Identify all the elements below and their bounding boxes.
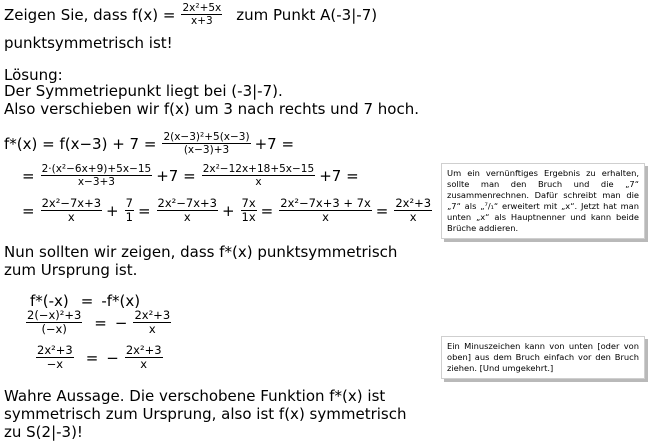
fraction-denominator: 1 <box>125 210 133 224</box>
equals-sign: = <box>94 313 107 332</box>
fraction-denominator: (x−3)+3 <box>183 144 230 156</box>
equation-fraction <box>241 197 257 224</box>
fraction-numerator: 2(−x)²+3 <box>27 308 82 322</box>
equation-fraction <box>202 163 316 188</box>
equals-sign: = <box>137 201 151 220</box>
hint-note-minus-sign: Ein Minuszeichen kann von unten [oder von oben] aus dem Bruch einfach vor den Bruch ziehen. [Und umgekehrt.] <box>441 336 645 379</box>
fraction-denominator: x <box>148 322 156 336</box>
check-row-3 <box>34 344 167 371</box>
task-line-2: punktsymmetrisch ist! <box>4 34 173 52</box>
fraction-numerator: 2x²−7x+3 <box>41 196 102 210</box>
claim-line-2: zum Ursprung ist. <box>4 261 138 279</box>
fraction-numerator: 7 <box>125 196 133 210</box>
fraction-numerator: 2x²+5x <box>182 2 222 14</box>
solution-line-2: Also verschieben wir f(x) um 3 nach rechts und 7 hoch. <box>4 100 419 118</box>
equals-sign: = <box>22 201 35 220</box>
equation-line-2 <box>22 163 363 188</box>
equation-fraction <box>41 197 102 224</box>
equation-line-1 <box>4 131 298 156</box>
check-fraction <box>133 309 171 336</box>
fraction-numerator: 2x²+3 <box>134 308 171 322</box>
fraction-numerator: 7x <box>241 196 256 210</box>
fraction-denominator: x <box>140 357 148 371</box>
function-fraction <box>181 2 222 27</box>
fraction-numerator: 2x²+3 <box>395 196 432 210</box>
conclusion-line-3: zu S(2|-3)! <box>4 423 83 441</box>
task-prefix: Zeigen Sie, dass f(x) = <box>4 5 176 24</box>
fraction-numerator: 2·(x²−6x+9)+5x−15 <box>41 163 152 175</box>
equation-tail: +7 = <box>319 166 359 185</box>
fraction-numerator: 2x²+3 <box>37 343 73 357</box>
equation-fraction <box>279 197 372 224</box>
fraction-numerator: 2x²+3 <box>125 343 162 357</box>
equation-mid: +7 = <box>156 166 196 185</box>
fraction-denominator: x <box>183 210 191 224</box>
fraction-denominator: x <box>409 210 417 224</box>
check-rhs: -f*(x) <box>101 292 141 310</box>
check-fraction <box>125 344 163 371</box>
fraction-numerator: 2x²−7x+3 + 7x <box>280 196 371 210</box>
fraction-denominator: 1x <box>241 210 256 224</box>
plus-sign: + <box>221 201 235 220</box>
fraction-numerator: 2(x−3)²+5(x−3) <box>163 131 250 143</box>
equation-lhs: f*(x) = f(x−3) + 7 = <box>4 134 157 153</box>
check-fraction <box>36 344 74 371</box>
minus-sign: − <box>114 313 128 332</box>
equation-fraction <box>162 131 250 156</box>
task-line-1 <box>4 2 381 27</box>
equals-sign: = <box>260 201 274 220</box>
hint-note-fraction-addition: Um ein vernünftiges Ergebnis zu erhalten, sollte man den Bruch und die „7“ zusammenrechnen. Dafür schreibt man die „7“ als „⁷/₁“ erweitert mit „x“. Jetzt hat man unten „x“ als Hauptnenner und kann beide Brüche addieren. <box>441 163 645 239</box>
fraction-denominator: x+3 <box>191 15 213 27</box>
equation-fraction <box>157 197 218 224</box>
check-row-2 <box>24 309 175 336</box>
equals-sign: = <box>375 201 389 220</box>
check-lhs: f*(-x) <box>30 292 69 310</box>
fraction-denominator: x <box>67 210 75 224</box>
conclusion-line-1: Wahre Aussage. Die verschobene Funktion f*(x) ist <box>4 387 386 405</box>
fraction-denominator: (−x) <box>41 322 67 336</box>
conclusion-line-2: symmetrisch zum Ursprung, also ist f(x) symmetrisch <box>4 405 407 423</box>
fraction-denominator: x <box>255 176 262 188</box>
solution-heading: Lösung: <box>4 66 63 84</box>
equation-line-3 <box>22 197 436 224</box>
equals-sign: = <box>85 348 99 367</box>
claim-line-1: Nun sollten wir zeigen, dass f*(x) punktsymmetrisch <box>4 243 398 261</box>
equation-fraction <box>41 163 153 188</box>
fraction-denominator: −x <box>46 357 64 371</box>
check-fraction <box>26 309 82 336</box>
solution-line-1: Der Symmetriepunkt liegt bei (-3|-7). <box>4 82 283 100</box>
fraction-numerator: 2x²−7x+3 <box>157 196 217 210</box>
fraction-numerator: 2x²−12x+18+5x−15 <box>202 163 315 175</box>
equation-fraction <box>125 197 134 224</box>
fraction-denominator: x <box>322 210 329 224</box>
equals-sign: = <box>22 166 35 185</box>
task-point: zum Punkt A(-3|-7) <box>236 5 378 24</box>
equals-sign: = <box>80 292 94 310</box>
fraction-denominator: x−3+3 <box>77 176 115 188</box>
plus-sign: + <box>106 201 119 220</box>
equation-fraction <box>394 197 432 224</box>
equation-tail: +7 = <box>254 134 295 153</box>
minus-sign: − <box>106 348 119 367</box>
